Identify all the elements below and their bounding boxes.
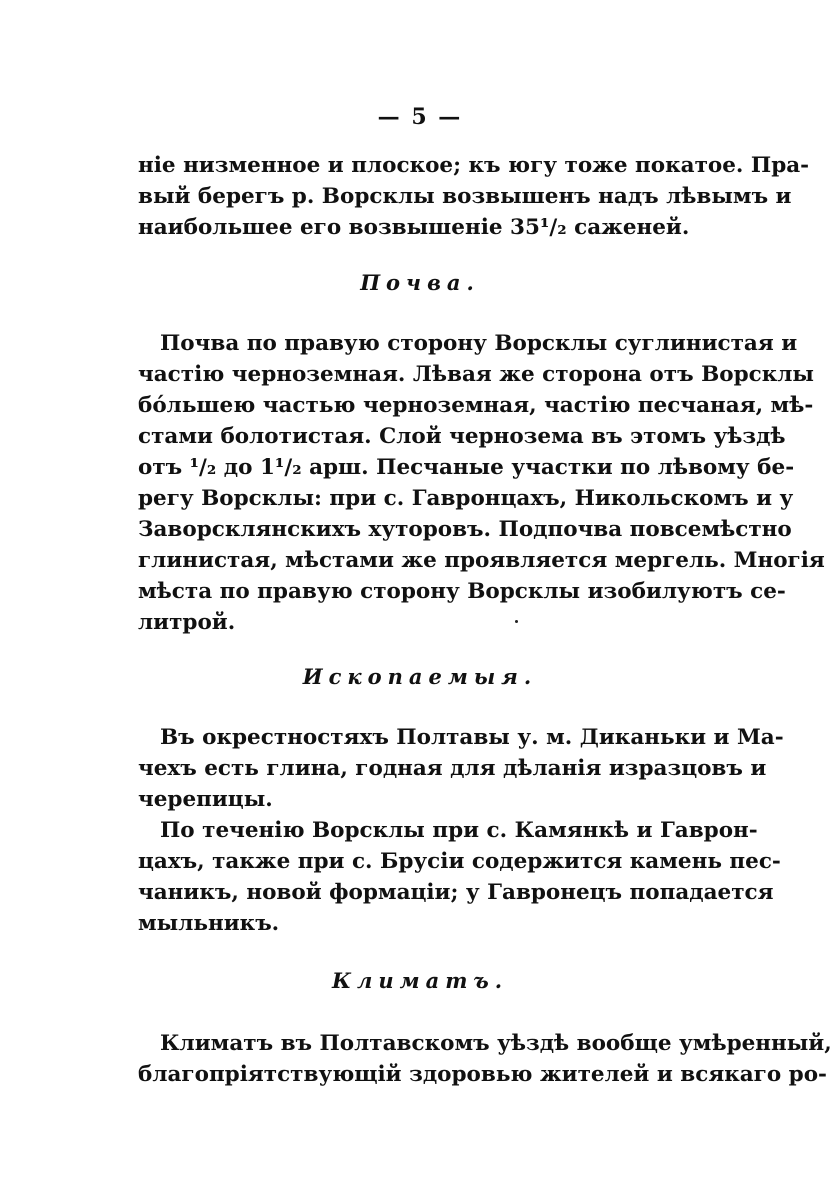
text-line: наибольшее его возвышеніе 35¹/₂ саженей.: [138, 215, 690, 240]
text-line: бóльшею частью черноземная, частію песчаная, мѣ-: [138, 393, 814, 418]
page-number: — 5 —: [377, 104, 463, 130]
text-line: Почва по правую сторону Ворсклы суглинистая и: [160, 331, 798, 356]
text-line: благопріятствующій здоровью жителей и всякаго ро-: [138, 1062, 827, 1087]
text-line: мѣста по правую сторону Ворсклы изобилуютъ се-: [138, 579, 786, 604]
text-line: стами болотистая. Слой чернозема въ этомъ уѣздѣ: [138, 424, 786, 449]
text-line: мыльникъ.: [138, 911, 280, 936]
text-line: отъ ¹/₂ до 1¹/₂ арш. Песчаные участки по лѣвому бе-: [138, 455, 795, 480]
paragraph-soil: [138, 328, 825, 638]
heading-soil: Почва.: [360, 270, 480, 295]
paragraph-minerals-1: [138, 722, 784, 815]
text-line: Заворсклянскихъ хуторовъ. Подпочва повсемѣстно: [138, 517, 792, 542]
text-line: вый берегъ р. Ворсклы возвышенъ надъ лѣвымъ и: [138, 184, 792, 209]
heading-minerals: Ископаемыя.: [302, 664, 538, 689]
text-line: чехъ есть глина, годная для дѣланія изразцовъ и: [138, 756, 767, 781]
text-line: По теченію Ворсклы при с. Камянкѣ и Гаврон-: [160, 818, 758, 843]
paragraph-intro: [138, 150, 810, 243]
text-line: литрой.: [138, 610, 236, 635]
text-line: чаникъ, новой формаціи; у Гавронецъ попадается: [138, 880, 774, 905]
text-line: глинистая, мѣстами же проявляется мергель. Многія: [138, 548, 825, 573]
paragraph-minerals-2: [138, 815, 781, 939]
text-line: Климатъ въ Полтавскомъ уѣздѣ вообще умѣренный,: [160, 1031, 832, 1056]
heading-climate: Климатъ.: [331, 968, 509, 993]
text-line: частію черноземная. Лѣвая же сторона отъ Ворсклы: [138, 362, 814, 387]
print-speck: [515, 620, 518, 623]
text-line: ніе низменное и плоское; къ югу тоже покатое. Пра-: [138, 153, 810, 178]
text-line: Въ окрестностяхъ Полтавы у. м. Диканьки и Ма-: [160, 725, 784, 750]
text-line: черепицы.: [138, 787, 273, 812]
text-line: цахъ, также при с. Брусіи содержится камень пес-: [138, 849, 781, 874]
paragraph-climate: [138, 1028, 832, 1090]
text-line: регу Ворсклы: при с. Гаврoнцахъ, Никольскомъ и у: [138, 486, 794, 511]
